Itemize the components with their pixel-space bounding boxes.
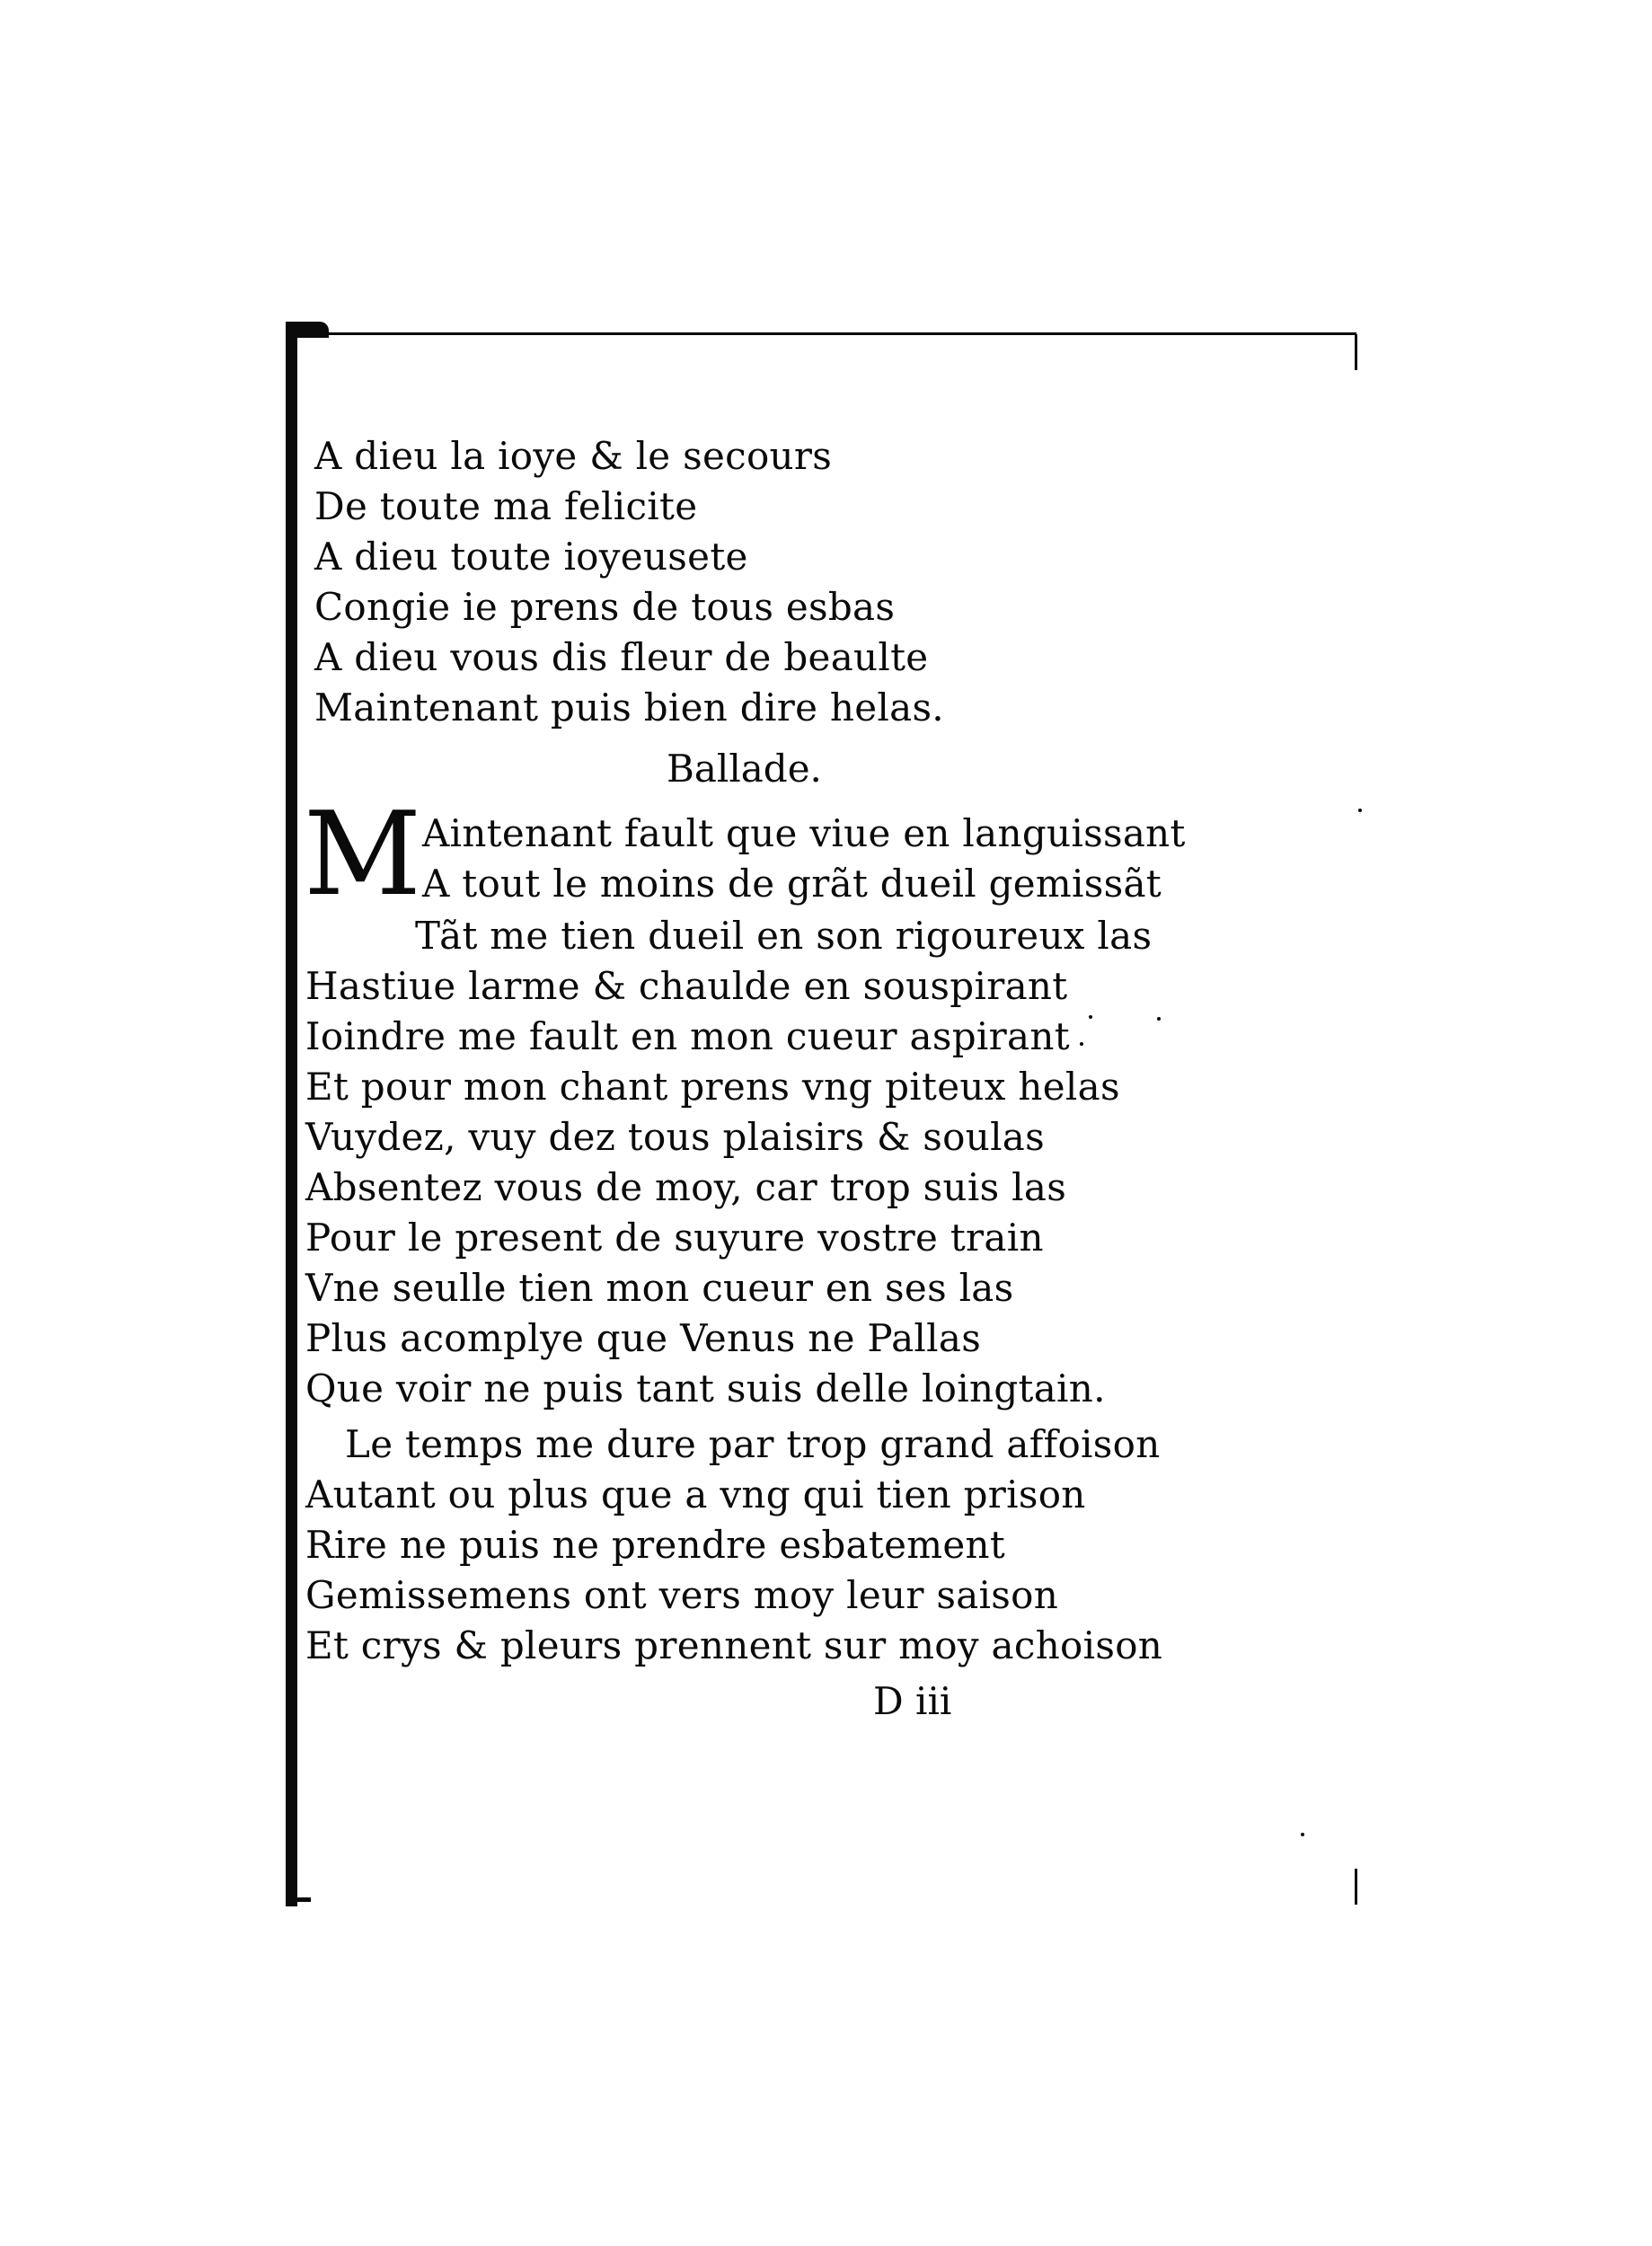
stanza1-line-3: A dieu toute ioyeusete — [314, 535, 748, 579]
stanza1-line-4: Congie ie prens de tous esbas — [314, 585, 896, 629]
ballade-line: Absentez vous de moy, car trop suis las — [305, 1165, 1067, 1209]
ballade-line: Et pour mon chant prens vng piteux helas — [305, 1065, 1120, 1109]
ballade-line: Que voir ne puis tant suis delle loingtain. — [305, 1366, 1106, 1410]
ballade-line: Hastiue larme & chaulde en souspirant — [305, 964, 1068, 1008]
ballade-line: Ioindre me fault en mon cueur aspirant — [305, 1014, 1070, 1058]
stanza1-line-6: Maintenant puis bien dire helas. — [314, 685, 944, 730]
ballade-title: Ballade. — [667, 747, 822, 791]
signature-mark: D iii — [873, 1679, 952, 1723]
ballade-line: Gemissemens ont vers moy leur saison — [305, 1573, 1059, 1617]
ballade-line: Le temps me dure par trop grand affoison — [345, 1422, 1161, 1466]
ballade-line: Tãt me tien dueil en son rigoureux las — [415, 914, 1153, 958]
ballade-line: Plus acomplye que Venus ne Pallas — [305, 1316, 982, 1360]
ballade-dropcap: M — [304, 788, 422, 922]
ballade-line: Et crys & pleurs prennent sur moy achoison — [305, 1623, 1163, 1667]
stanza1-line-1: A dieu la ioye & le secours — [314, 434, 833, 478]
ballade-line: Vuydez, vuy dez tous plaisirs & soulas — [305, 1115, 1045, 1159]
ballade-line: Pour le present de suyure vostre train — [305, 1216, 1044, 1260]
ballade-line: Vne seulle tien mon cueur en ses las — [305, 1266, 1014, 1310]
stanza1-line-2: De toute ma felicite — [314, 484, 698, 528]
ballade-line: Rire ne puis ne prendre esbatement — [305, 1523, 1006, 1567]
ballade-opening-line-1: Aintenant fault que viue en languissant — [422, 811, 1186, 855]
ballade-line: Autant ou plus que a vng qui tien prison — [305, 1472, 1086, 1516]
stanza1-line-5: A dieu vous dis fleur de beaulte — [314, 635, 929, 679]
ballade-opening-line-2: A tout le moins de grãt dueil gemissãt — [422, 862, 1162, 906]
